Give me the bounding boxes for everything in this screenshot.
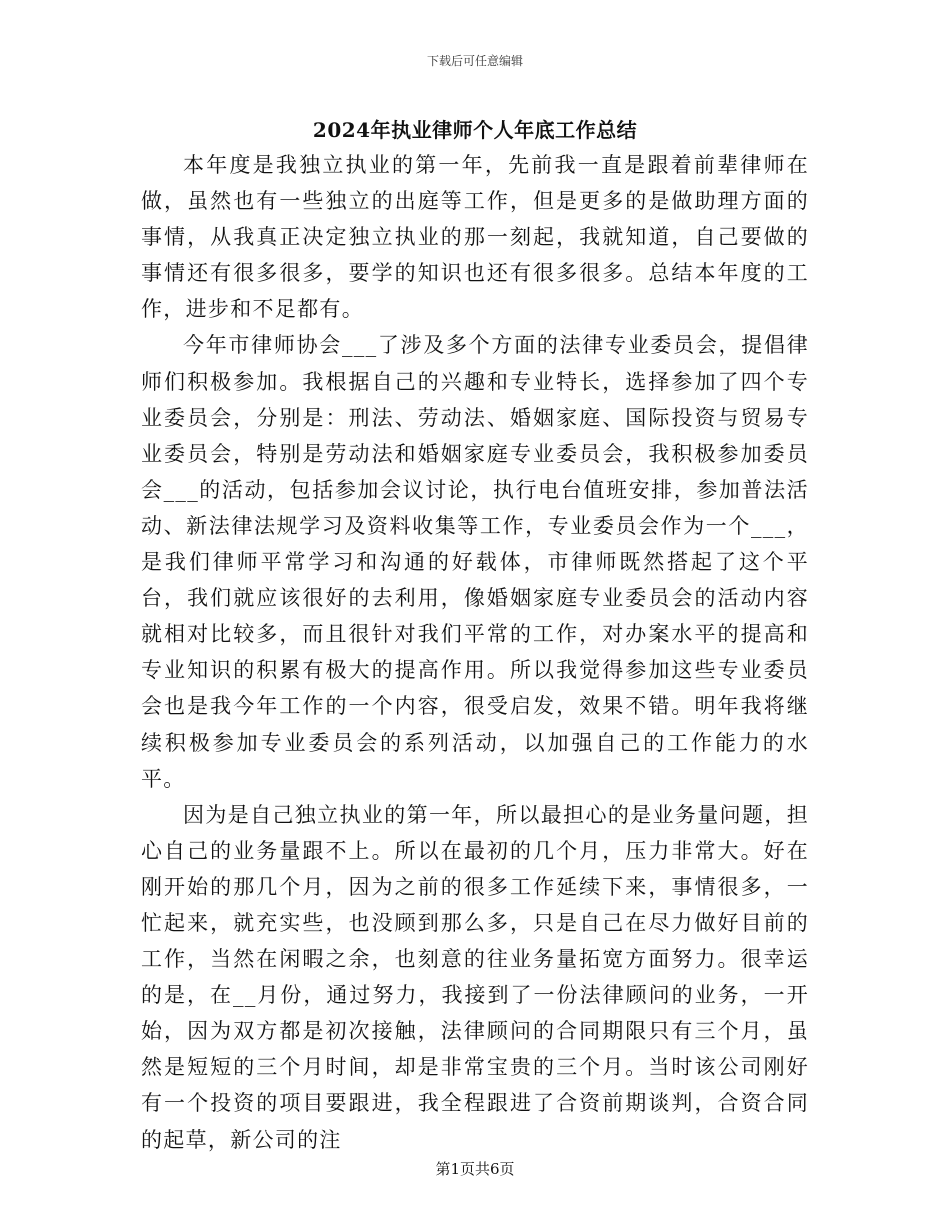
paragraph: 今年市律师协会___了涉及多个方面的法律专业委员会，提倡律师们积极参加。我根据自己的兴趣和专业特长，选择参加了四个专业委员会，分别是：刑法、劳动法、婚姻家庭、国际投资与贸易专业委员会，特别是劳动法和婚姻家庭专业委员会，我积极参加委员会___的活动，包括参加会议讨论，执行电台值班安排，参加普法活动、新法律法规学习及资料收集等工作，专业委员会作为一个___，是我们律师平常学习和沟通的好载体，市律师既然搭起了这个平台，我们就应该很好的去利用，像婚姻家庭专业委员会的活动内容就相对比较多，而且很针对我们平常的工作，对办案水平的提高和专业知识的积累有极大的提高作用。所以我觉得参加这些专业委员会也是我今年工作的一个内容，很受启发，效果不错。明年我将继续积极参加专业委员会的系列活动，以加强自己的工作能力的水平。 (141, 333, 809, 791)
paragraph: 本年度是我独立执业的第一年，先前我一直是跟着前辈律师在做，虽然也有一些独立的出庭等工作，但是更多的是做助理方面的事情，从我真正决定独立执业的那一刻起，我就知道，自己要做的事情还有很多很多，要学的知识也还有很多很多。总结本年度的工作，进步和不足都有。 (141, 153, 809, 322)
document-body (141, 147, 809, 1158)
paragraph: 因为是自己独立执业的第一年，所以最担心的是业务量问题，担心自己的业务量跟不上。所以在最初的几个月，压力非常大。好在刚开始的那几个月，因为之前的很多工作延续下来，事情很多，一忙起来，就充实些，也没顾到那么多，只是自己在尽力做好目前的工作，当然在闲暇之余，也刻意的往业务量拓宽方面努力。很幸运的是，在__月份，通过努力，我接到了一份法律顾问的业务，一开始，因为双方都是初次接触，法律顾问的合同期限只有三个月，虽然是短短的三个月时间，却是非常宝贵的三个月。当时该公司刚好有一个投资的项目要跟进，我全程跟进了合资前期谈判，合资合同的起草，新公司的注 (141, 802, 809, 1152)
page-header-note: 下载后可任意编辑 (426, 54, 523, 68)
document-title: 2024年执业律师个人年底工作总结 (312, 118, 638, 142)
page-number: 第1页共6页 (435, 1160, 515, 1178)
